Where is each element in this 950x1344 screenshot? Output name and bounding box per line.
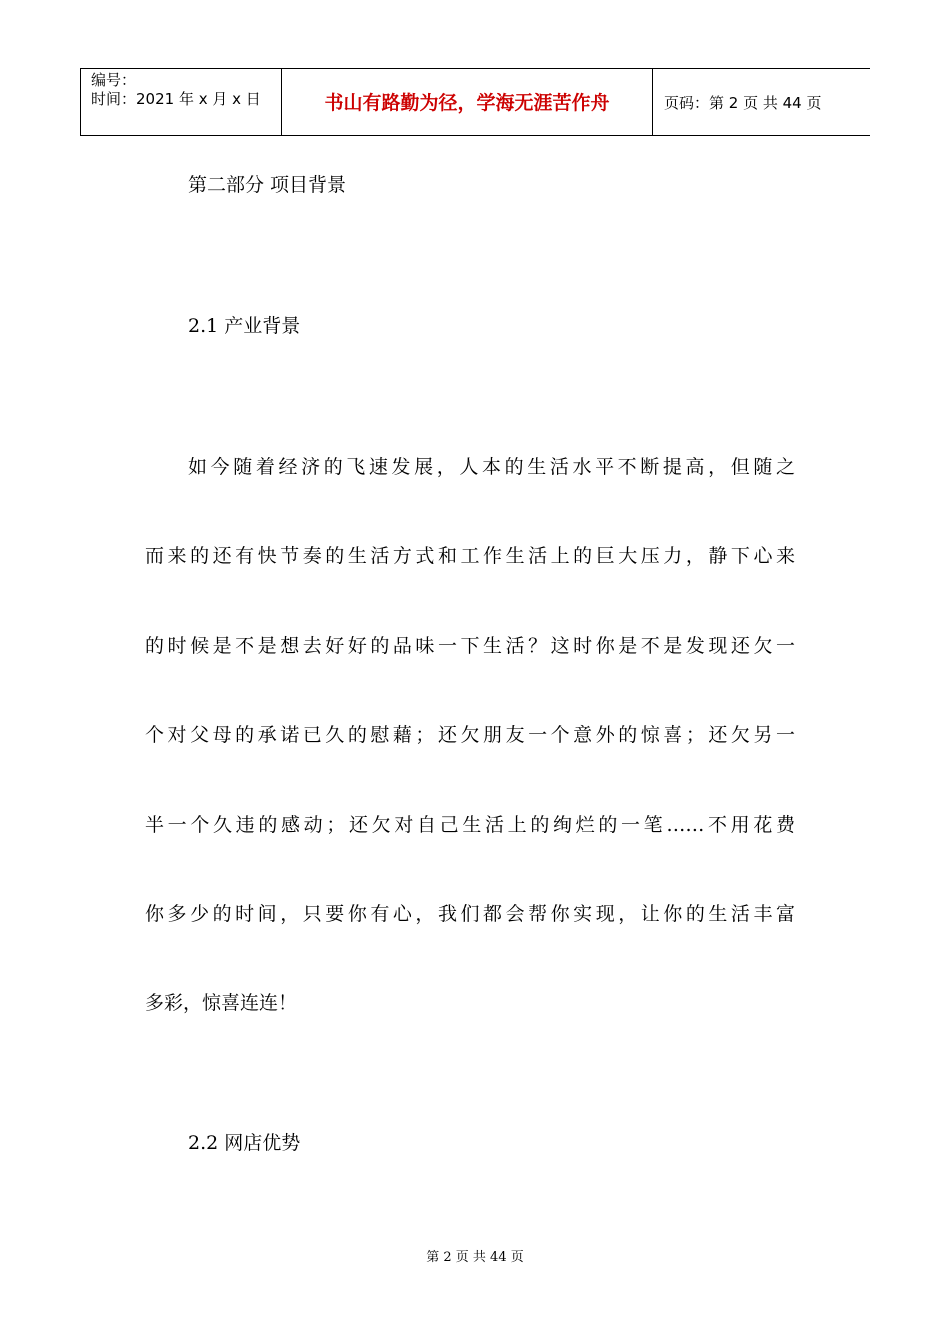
paragraph-line: 个对父母的承诺已久的慰藉；还欠朋友一个意外的惊喜；还欠另一 <box>145 724 795 746</box>
header-page-info: 页码：第 2 页 共 44 页 <box>664 94 822 112</box>
paragraph-line: 半一个久违的感动；还欠对自己生活上的绚烂的一笔……不用花费 <box>145 814 795 836</box>
document-number-label: 编号： <box>91 71 137 89</box>
paragraph-line: 如今随着经济的飞速发展，人本的生活水平不断提高，但随之 <box>188 456 795 478</box>
header-motto: 书山有路勤为径，学海无涯苦作舟 <box>281 69 653 135</box>
page-header <box>80 68 870 136</box>
paragraph-line: 的时候是不是想去好好的品味一下生活？这时你是不是发现还欠一 <box>145 635 795 657</box>
header-meta <box>80 69 281 135</box>
paragraph-line: 你多少的时间，只要你有心，我们都会帮你实现，让你的生活丰富 <box>145 903 795 925</box>
page-footer: 第 2 页 共 44 页 <box>426 1250 524 1265</box>
section-title-industry: 2.1 产业背景 <box>188 315 301 337</box>
document-date-label: 时间：2021 年 x 月 x 日 <box>91 90 261 108</box>
paragraph-line: 多彩，惊喜连连！ <box>145 992 298 1014</box>
section-title-shop-advantage: 2.2 网店优势 <box>188 1132 301 1154</box>
part-title: 第二部分 项目背景 <box>188 174 347 196</box>
paragraph-line: 而来的还有快节奏的生活方式和工作生活上的巨大压力，静下心来 <box>145 545 795 567</box>
